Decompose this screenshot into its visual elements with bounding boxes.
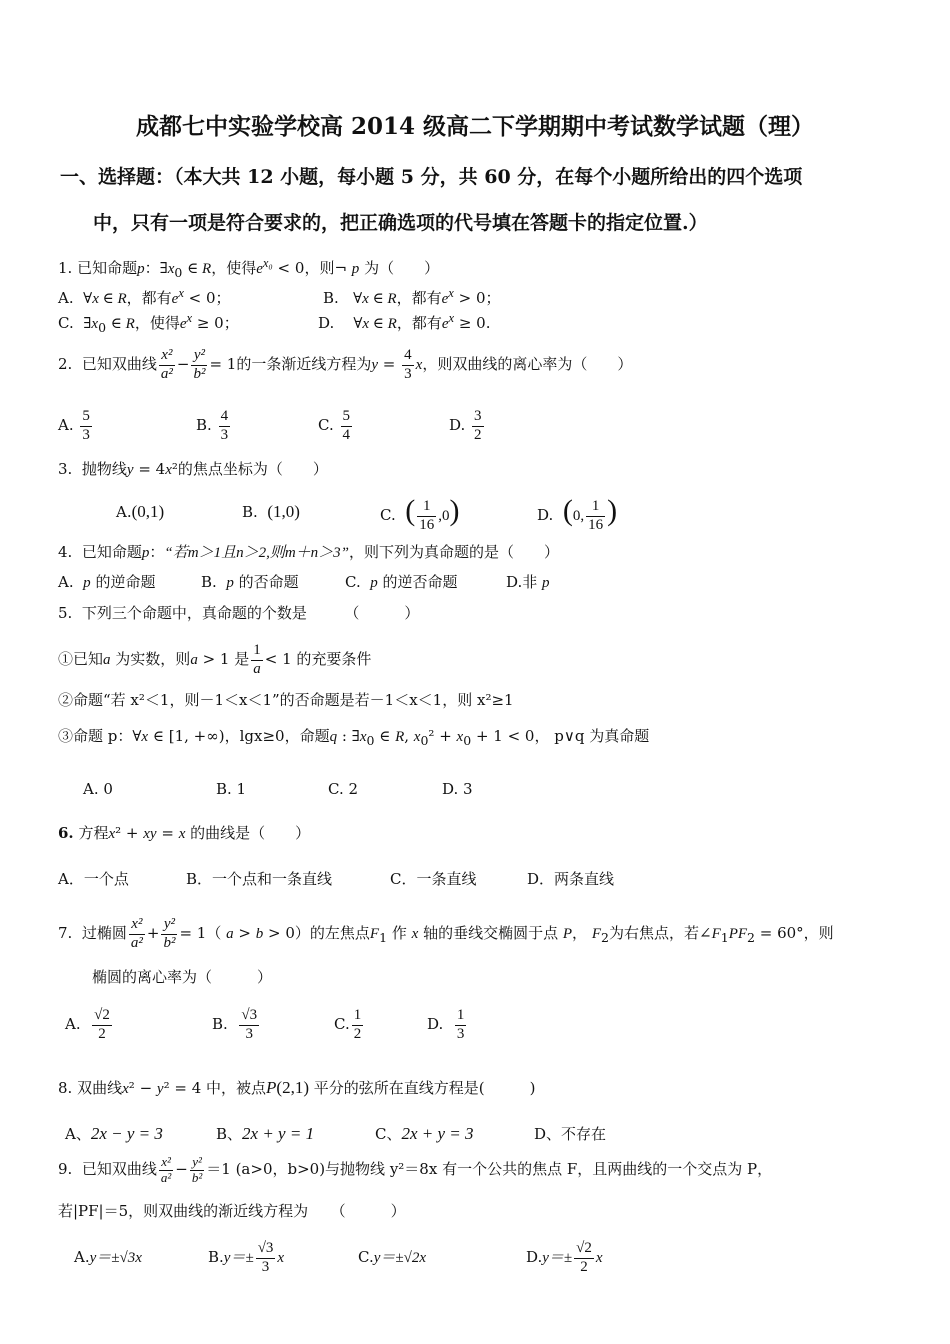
question-9-option-c: C.y＝±√2x	[358, 1248, 426, 1266]
question-5-option-a: A. 0	[83, 780, 113, 798]
question-3-option-b: B. (1,0)	[242, 502, 300, 521]
question-5-item-2: ②命题“若 x²＜1，则－1＜x＜1”的否命题是若－1＜x＜1，则 x²≥1	[58, 691, 514, 709]
question-3-option-d: D. (0, $\frac{1}{16}$ )	[537, 494, 618, 533]
question-9-option-a: A.y＝±√3x	[74, 1248, 142, 1266]
question-3-option-a: A.(0,1)	[116, 502, 165, 521]
question-9-option-b: B.y＝± $\frac{√3}{3}$ x	[208, 1240, 285, 1275]
question-5-option-d: D. 3	[442, 780, 473, 798]
question-6-option-d: D．两条直线	[527, 870, 615, 888]
question-3-stem: 3. 抛物线y = 4x²的焦点坐标为（ ）	[58, 460, 328, 478]
question-1-stem: 1. 已知命题p：$\exists x_0$ ∈ R，使得$e^{x_0} < 0$，则¬ p 为（ ）	[58, 256, 440, 280]
question-9-stem-line2: 若|PF|＝5，则双曲线的渐近线方程为 （ ）	[58, 1202, 406, 1220]
question-4-option-d: D.非 p	[506, 573, 550, 591]
question-5-item-1: ①已知a 为实数，则a > 1 是 $\frac{1}{a}$ < 1 的充要条件	[58, 642, 372, 677]
question-7-stem-line2: 椭圆的离心率为（ ）	[92, 968, 273, 986]
question-7-option-c: C. $\frac{1}{2}$	[334, 1007, 362, 1042]
question-2-option-b: B. $\frac{4}{3}$	[196, 408, 229, 443]
question-5-option-c: C. 2	[328, 780, 359, 798]
question-5-stem: 5. 下列三个命题中，真命题的个数是 （ ）	[58, 604, 420, 622]
question-6-option-a: A．一个点	[58, 870, 129, 888]
question-1-option-d: D. ∀x ∈ R，都有$e^x \ge 0$.	[318, 311, 491, 332]
question-2-option-d: D. $\frac{3}{2}$	[449, 408, 482, 443]
question-4-option-a: A. p 的逆命题	[58, 573, 156, 591]
section-heading-line1: 一、选择题：（本大共 12 小题，每小题 5 分，共 60 分，在每个小题所给出的四个选项	[60, 166, 803, 188]
question-7-option-d: D. $\frac{1}{3}$	[427, 1007, 465, 1042]
page-title: 成都七中实验学校高 2014 级高二下学期期中考试数学试题（理）	[135, 113, 815, 140]
question-1-option-a: A. ∀x ∈ R，都有$e^x < 0$；	[58, 286, 231, 307]
question-8-option-d: D、不存在	[534, 1125, 607, 1143]
question-9-stem: 9. 已知双曲线 $\frac{\text{x²}}{\text{a²}}$ − $\frac{\text{y²}}{\text{b²}}$ ＝1 (a>0，b>0)与抛物线 y²＝8x 有一个公共的焦点 F，且两曲线的一个交点为 P，	[58, 1153, 773, 1185]
question-5-option-b: B. 1	[216, 780, 247, 798]
question-6-option-b: B．一个点和一条直线	[186, 870, 333, 888]
question-5-item-3: ③命题 p：∀x ∈ [1, +∞)，lgx≥0，命题q : $\exists x_0$ ∈ R, $x_0^2 + x_0 + 1 < 0$， p∨q 为真命题	[58, 727, 650, 748]
section-heading-line2: 中，只有一项是符合要求的，把正确选项的代号填在答题卡的指定位置.）	[93, 212, 708, 234]
question-1-option-b: B. ∀x ∈ R，都有$e^x > 0$；	[323, 286, 501, 307]
question-7-option-b: B. $\frac{√3}{3}$	[212, 1007, 258, 1042]
question-4-stem: 4. 已知命题p：“若m＞1且n＞2,则m＋n＞3”，则下列为真命题的是（ ）	[58, 543, 560, 561]
question-3-option-c: C. ( $\frac{1}{16}$ ,0)	[380, 494, 460, 533]
question-8-option-c: C、2x + y = 3	[375, 1124, 474, 1143]
question-2-option-c: C. $\frac{5}{4}$	[318, 408, 350, 443]
question-6-option-c: C．一条直线	[390, 870, 477, 888]
question-4-option-b: B. p 的否命题	[201, 573, 299, 591]
question-8-stem: 8. 双曲线x² − y² = 4 中，被点P(2,1) 平分的弦所在直线方程是( )	[58, 1078, 536, 1097]
question-9-option-d: D.y＝± $\frac{√2}{2}$ x	[526, 1240, 603, 1275]
question-8-option-b: B、2x + y = 1	[216, 1124, 315, 1143]
question-2-stem: 2. 已知双曲线 $\frac{\text{x²}}{\text{a²}}$ − $\frac{\text{y²}}{\text{b²}}$ = 1的一条渐近线方程为y = $\frac{4}{3}$ x，则双曲线的离心率为（ ）	[58, 347, 633, 382]
question-6-stem: 6. 方程x² + xy = x 的曲线是（ ）	[58, 824, 311, 842]
question-4-option-c: C. p 的逆否命题	[345, 573, 458, 591]
question-number: 1.	[58, 259, 73, 277]
question-7-option-a: A. $\frac{√2}{2}$	[65, 1007, 110, 1042]
question-8-option-a: A、2x − y = 3	[65, 1124, 163, 1143]
question-2-option-a: A. $\frac{5}{3}$	[58, 408, 90, 443]
question-1-option-c: C. $\exists x_0$ ∈ R，使得$e^x \ge 0$；	[58, 311, 239, 335]
question-7-stem: 7. 过椭圆 $\frac{\text{x²}}{\text{a²}}$ + $\frac{\text{y²}}{\text{b²}}$ = 1（ a > b > 0）的左焦点$F_1$ 作 x 轴的垂线交椭圆于点 P， $F_2$为右焦点，若$\angle F_1PF_2 = 60^\circ$，则	[58, 916, 834, 951]
